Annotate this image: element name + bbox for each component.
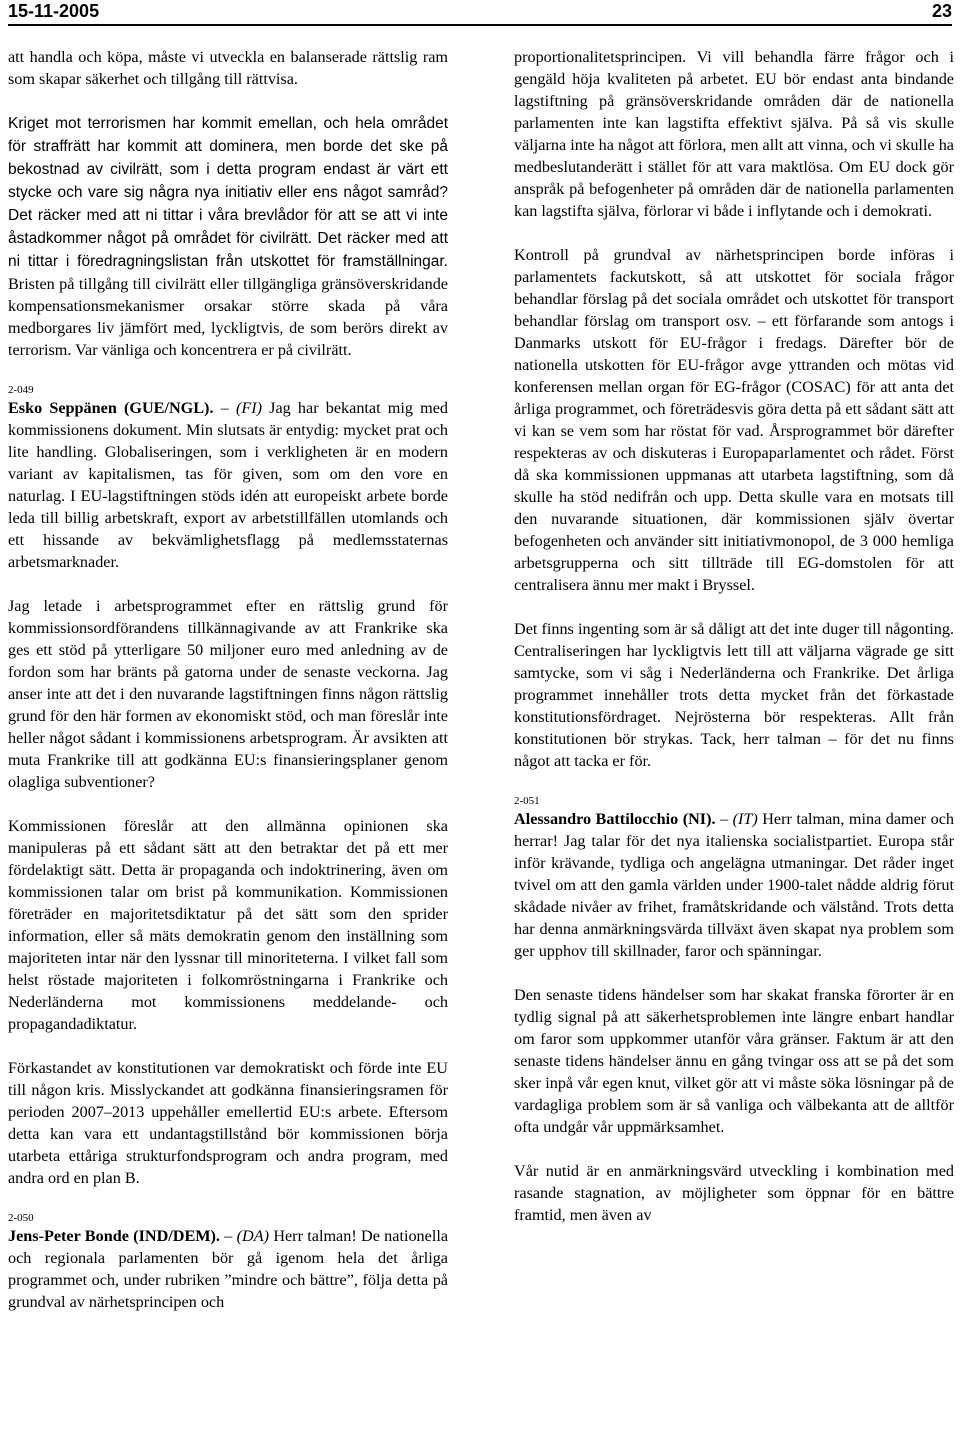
speech-entry [8,397,448,573]
speech-text: Herr talman, mina damer och herrar! Jag talar för det nya italienska socialistpartiet. Europa står inför krävande, tydliga och angelägna utmaningar. Det råder inget tvivel om att den gamla världen under 1900-talet nådde aldrig förut skådade nivåer av frihet, framåtskridande och välstånd. Trots detta har denna anmärkningsvärda tillväxt även skapat nya problem som ger upphov till skillnader, faror och spänningar. [514,810,955,960]
speaker-name: Alessandro Battilocchio (NI). [514,810,716,828]
speaker-name: Jens-Peter Bonde (IND/DEM). [8,1227,220,1245]
paragraph [8,112,448,361]
paragraph: Det finns ingenting som är så dåligt att det inte duger till någonting. Centraliseringen har lyckligtvis lett till att väljarna vägrade ge sitt samtycke, som vi såg i Nederländerna och Frankrike. Det årliga programmet innehåller trots detta mycket från det förkastade konstitutionsfördraget. Nejrösterna bör respekteras. Allt från konstitutionen bör strykas. Tack, herr talman – för det nu finns något att tacka er för. [514,620,954,770]
paragraph: Kontroll på grundval av närhetsprincipen borde införas i parlamentets fackutskott, så att utskottet för sociala frågor behandlar förslag på det sociala området och utskottet för transport behandlar förslag om transport osv. – ett förfarande som antogs i Danmarks utskott för EU-frågor i fredags. Därefter bör de nationella utskotten för EU-frågor avge yttranden och mötas vid konferensen mellan organ för EG-frågor (COSAC) för att anta det årliga programmet, och företrädesvis göra detta på ett sådant sätt att vi kan se vem som har röstat för vad. Årsprogrammet bör därefter respekteras av och diskuteras i Europaparlamentet och rådet. Först då ska kommissionen uppmanas att utarbeta lagstiftning, som då skulle ha stöd nedifrån och upp. Detta skulle vara en motsats till den nuvarande situationen, där kommissionen själv övertar befogenheten och använder sitt initiativmonopol, de 3 000 hemliga arbetsgrupperna och sitt tillträde till EG-domstolen för att centralisera ännu mer makt i Bryssel. [514,246,954,594]
language-code: (DA) [236,1227,270,1245]
paragraph: att handla och köpa, måste vi utveckla en balanserade rättslig ram som skapar säkerhet och tillgång till rättvisa. [8,48,448,88]
left-column [8,46,448,1313]
paragraph: Vår nutid är en anmärkningsvärd utveckling i kombination med rasande stagnation, av möjligheter som öppnar för en bättre framtid, men även av [514,1162,954,1224]
item-reference: 2-050 [8,1212,34,1224]
language-code: (IT) [732,810,758,828]
paragraph: Kommissionen föreslår att den allmänna opinionen ska manipuleras på ett sådant sätt att den betraktar det på ett mer fördelaktigt sätt. Detta är propaganda och indoktrinering, även om kommissionen talar om brist på kommunikation. Kommissionen företräder en majoritetsdiktatur på det sätt som den sprider information, eller så mäts demokratin genom den inställning som majoriteten intar när den lyssnar till minoriteterna. I vilket fall som helst röstade majoriteten i folkomröstningarna i Frankrike och Nederländerna mot kommissionens meddelande- och propagandadiktatur. [8,817,448,1033]
dash: – [219,1227,237,1245]
dash: – [715,810,733,828]
speech-entry [8,1225,448,1313]
page-header [8,0,952,26]
item-reference: 2-049 [8,384,34,396]
dash: – [213,399,236,417]
paragraph: Den senaste tidens händelser som har skakat franska förorter är en tydlig signal på att säkerhetsproblemen inte längre enbart handlar om faror som uppkommer utanför våra gränser. Faktum är att den senaste tidens händelser ännu en gång tvingar oss att se på det som sker inpå vår egen knut, vilket gör att vi måste söka lösningar på de vardagliga problem som är så vanliga och välbekanta att de alltför ofta undgår vår uppmärksamhet. [514,986,954,1136]
speech-text: Jag har bekantat mig med kommissionens dokument. Min slutsats är entydig: mycket prat och lite handling. Globaliseringen, som i verkligheten är en modern variant av kapitalismen, tas för given, som om den vore en naturlag. I EU-lagstiftningen stöds idén att europeiskt arbete borde leda till billig arbetskraft, export av arbetstillfällen utomlands och ett hissande av bekvämlighetsflagg på medlemsstaternas arbetsmarknader. [8,399,448,571]
speaker-name: Esko Seppänen (GUE/NGL). [8,399,214,417]
right-column [514,46,954,1226]
speech-text: Herr talman! De nationella och regionala parlamenten bör gå igenom hela det årliga programmet och, under rubriken ”mindre och bättre”, följa detta på grundval av närhetsprincipen och [8,1227,448,1311]
header-date: 15-11-2005 [8,1,100,21]
paragraph: Jag letade i arbetsprogrammet efter en rättslig grund för kommissionsordförandens tillkännagivande av att Frankrike ska ges ett stöd på ytterligare 50 miljoner euro med anledning av de fordon som har bränts på gatorna under de senaste veckorna. Jag anser inte att det i den nuvarande lagstiftningen finns någon rättslig grund för den här formen av ekonomiskt stöd, och man föreslår inte heller något sådant i kommissionens arbetsprogram. Är avsikten att muta Frankrike till att godkänna EU:s finansieringsplaner genom olagliga subventioner? [8,597,448,791]
speech-entry [514,808,954,962]
paragraph-sans-text: Kriget mot terrorismen har kommit emellan, och hela området för straffrätt har kommit att dominera, men borde det ske på bekostnad av civilrätt, som i detta program endast är värt ett stycke och vare sig några nya initiativ eller ens något samråd? Det räcker med att ni tittar i våra brevlådor för att se att vi inte åstadkommer något på området för civilrätt. Det räcker med att ni tittar i föredragningslistan från utskottet för framställningar. [8,115,448,270]
paragraph-text: Bristen på tillgång till civilrätt eller tillgängliga gränsöverskridande kompensationsmekanismer orsakar större skada på våra medborgares liv jämfört med, lyckligtvis, de som berörs direkt av terrorism. Var vänliga och koncentrera er på civilrätt. [8,275,448,359]
page-number: 23 [931,1,952,21]
item-reference: 2-051 [514,795,540,807]
paragraph: Förkastandet av konstitutionen var demokratiskt och förde inte EU till någon kris. Misslyckandet att godkänna finansieringsramen för perioden 2007–2013 uppehåller emellertid EU:s arbete. Eftersom detta kan vara ett undantagstillstånd bör kommissionen börja utarbeta ettåriga strukturfondsprogram och andra program, med andra ord en plan B. [8,1059,448,1187]
language-code: (FI) [235,399,262,417]
paragraph: proportionalitetsprincipen. Vi vill behandla färre frågor och i gengäld höja kvaliteten på arbetet. EU bör endast anta bindande lagstiftning på gränsöverskridande områden där de nationella parlamenten inte kan lagstifta effektivt själva. På så vis skulle väljarna inte ha något att förlora, men allt att vinna, och vi skulle ha medbeslutanderätt i stället för att vara maktlösa. Om EU dock gör anspråk på befogenheter på områden där de nationella parlamenten kan lagstifta själva, förlorar vi både i inflytande och i demokrati. [514,48,954,220]
